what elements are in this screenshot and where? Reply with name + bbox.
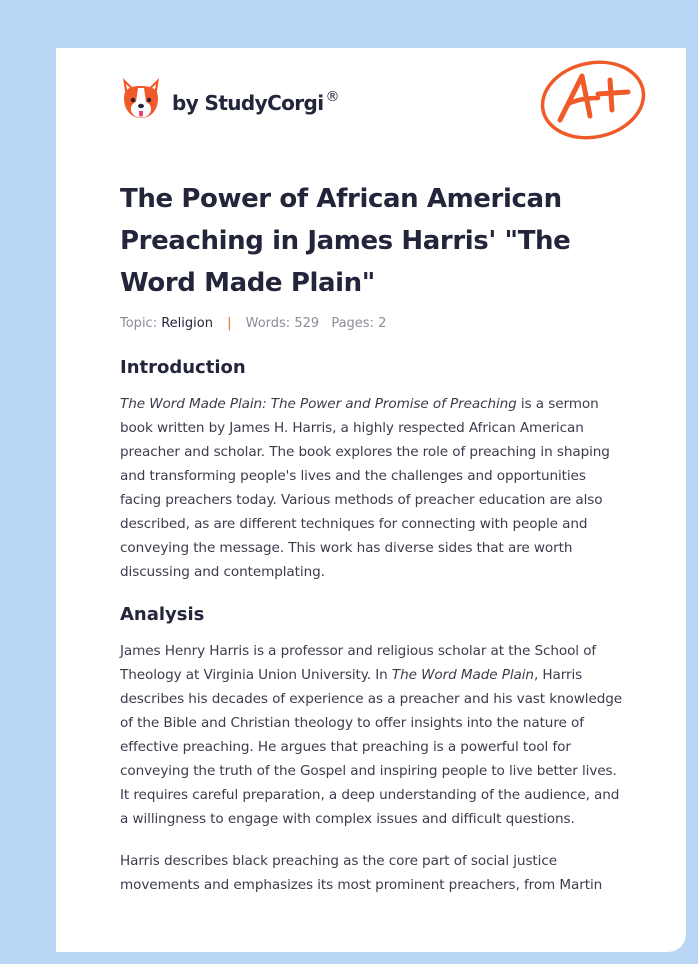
essay-meta [120,316,630,331]
essay-title: The Power of African American Preaching in James Harris' "The Word Made Plain" [120,184,571,298]
analysis-paragraph-1: James Henry Harris is a professor and religious scholar at the School of Theology at Virginia Union University. In The Word Made Plain, Harris describes his decades of experience as a preacher and his vast knowledge of the Bible and Christian theology to offer insights into the nature of effective preaching. He argues that preaching is a powerful tool for conveying the truth of the Gospel and inspiring people to live better lives. It requires careful preparation, a deep understanding of the audience, and a willingness to engage with complex issues and difficult questions. [120,643,623,827]
studycorgi-logo[interactable] [120,76,339,122]
analysis-paragraph-2: Harris describes black preaching as the core part of social justice movements and emphasizes its most prominent preachers, from Martin [120,853,603,893]
brand-name: by StudyCorgi ® [172,89,339,115]
document-page [56,48,686,952]
essay-content [120,178,630,897]
section-heading-introduction: Introduction [120,357,246,378]
pages-count: 2 [378,316,387,331]
page-header [56,48,686,158]
words-count: 529 [294,316,320,331]
topic-link[interactable]: Religion [161,316,213,331]
meta-separator: | [227,316,232,331]
pages-label: Pages: [331,316,374,331]
registered-mark: ® [325,89,339,105]
topic-label: Topic: [120,316,158,331]
introduction-paragraph: The Word Made Plain: The Power and Promise of Preaching is a sermon book written by James H. Harris, a highly respected African American preacher and scholar. The book explores the role of preaching in shaping and transforming people's lives and the challenges and opportunities facing preachers today. Various methods of preacher education are also described, as are different techniques for connecting with people and conveying the message. This work has diverse sides that are worth discussing and contemplating. [120,396,610,580]
book-title-italic: The Word Made Plain [391,667,534,683]
corgi-logo-icon [120,76,162,122]
book-title-italic: The Word Made Plain: The Power and Promise of Preaching [120,396,517,412]
a-plus-stamp-icon [538,58,648,140]
section-heading-analysis: Analysis [120,604,205,625]
words-label: Words: [245,316,291,331]
